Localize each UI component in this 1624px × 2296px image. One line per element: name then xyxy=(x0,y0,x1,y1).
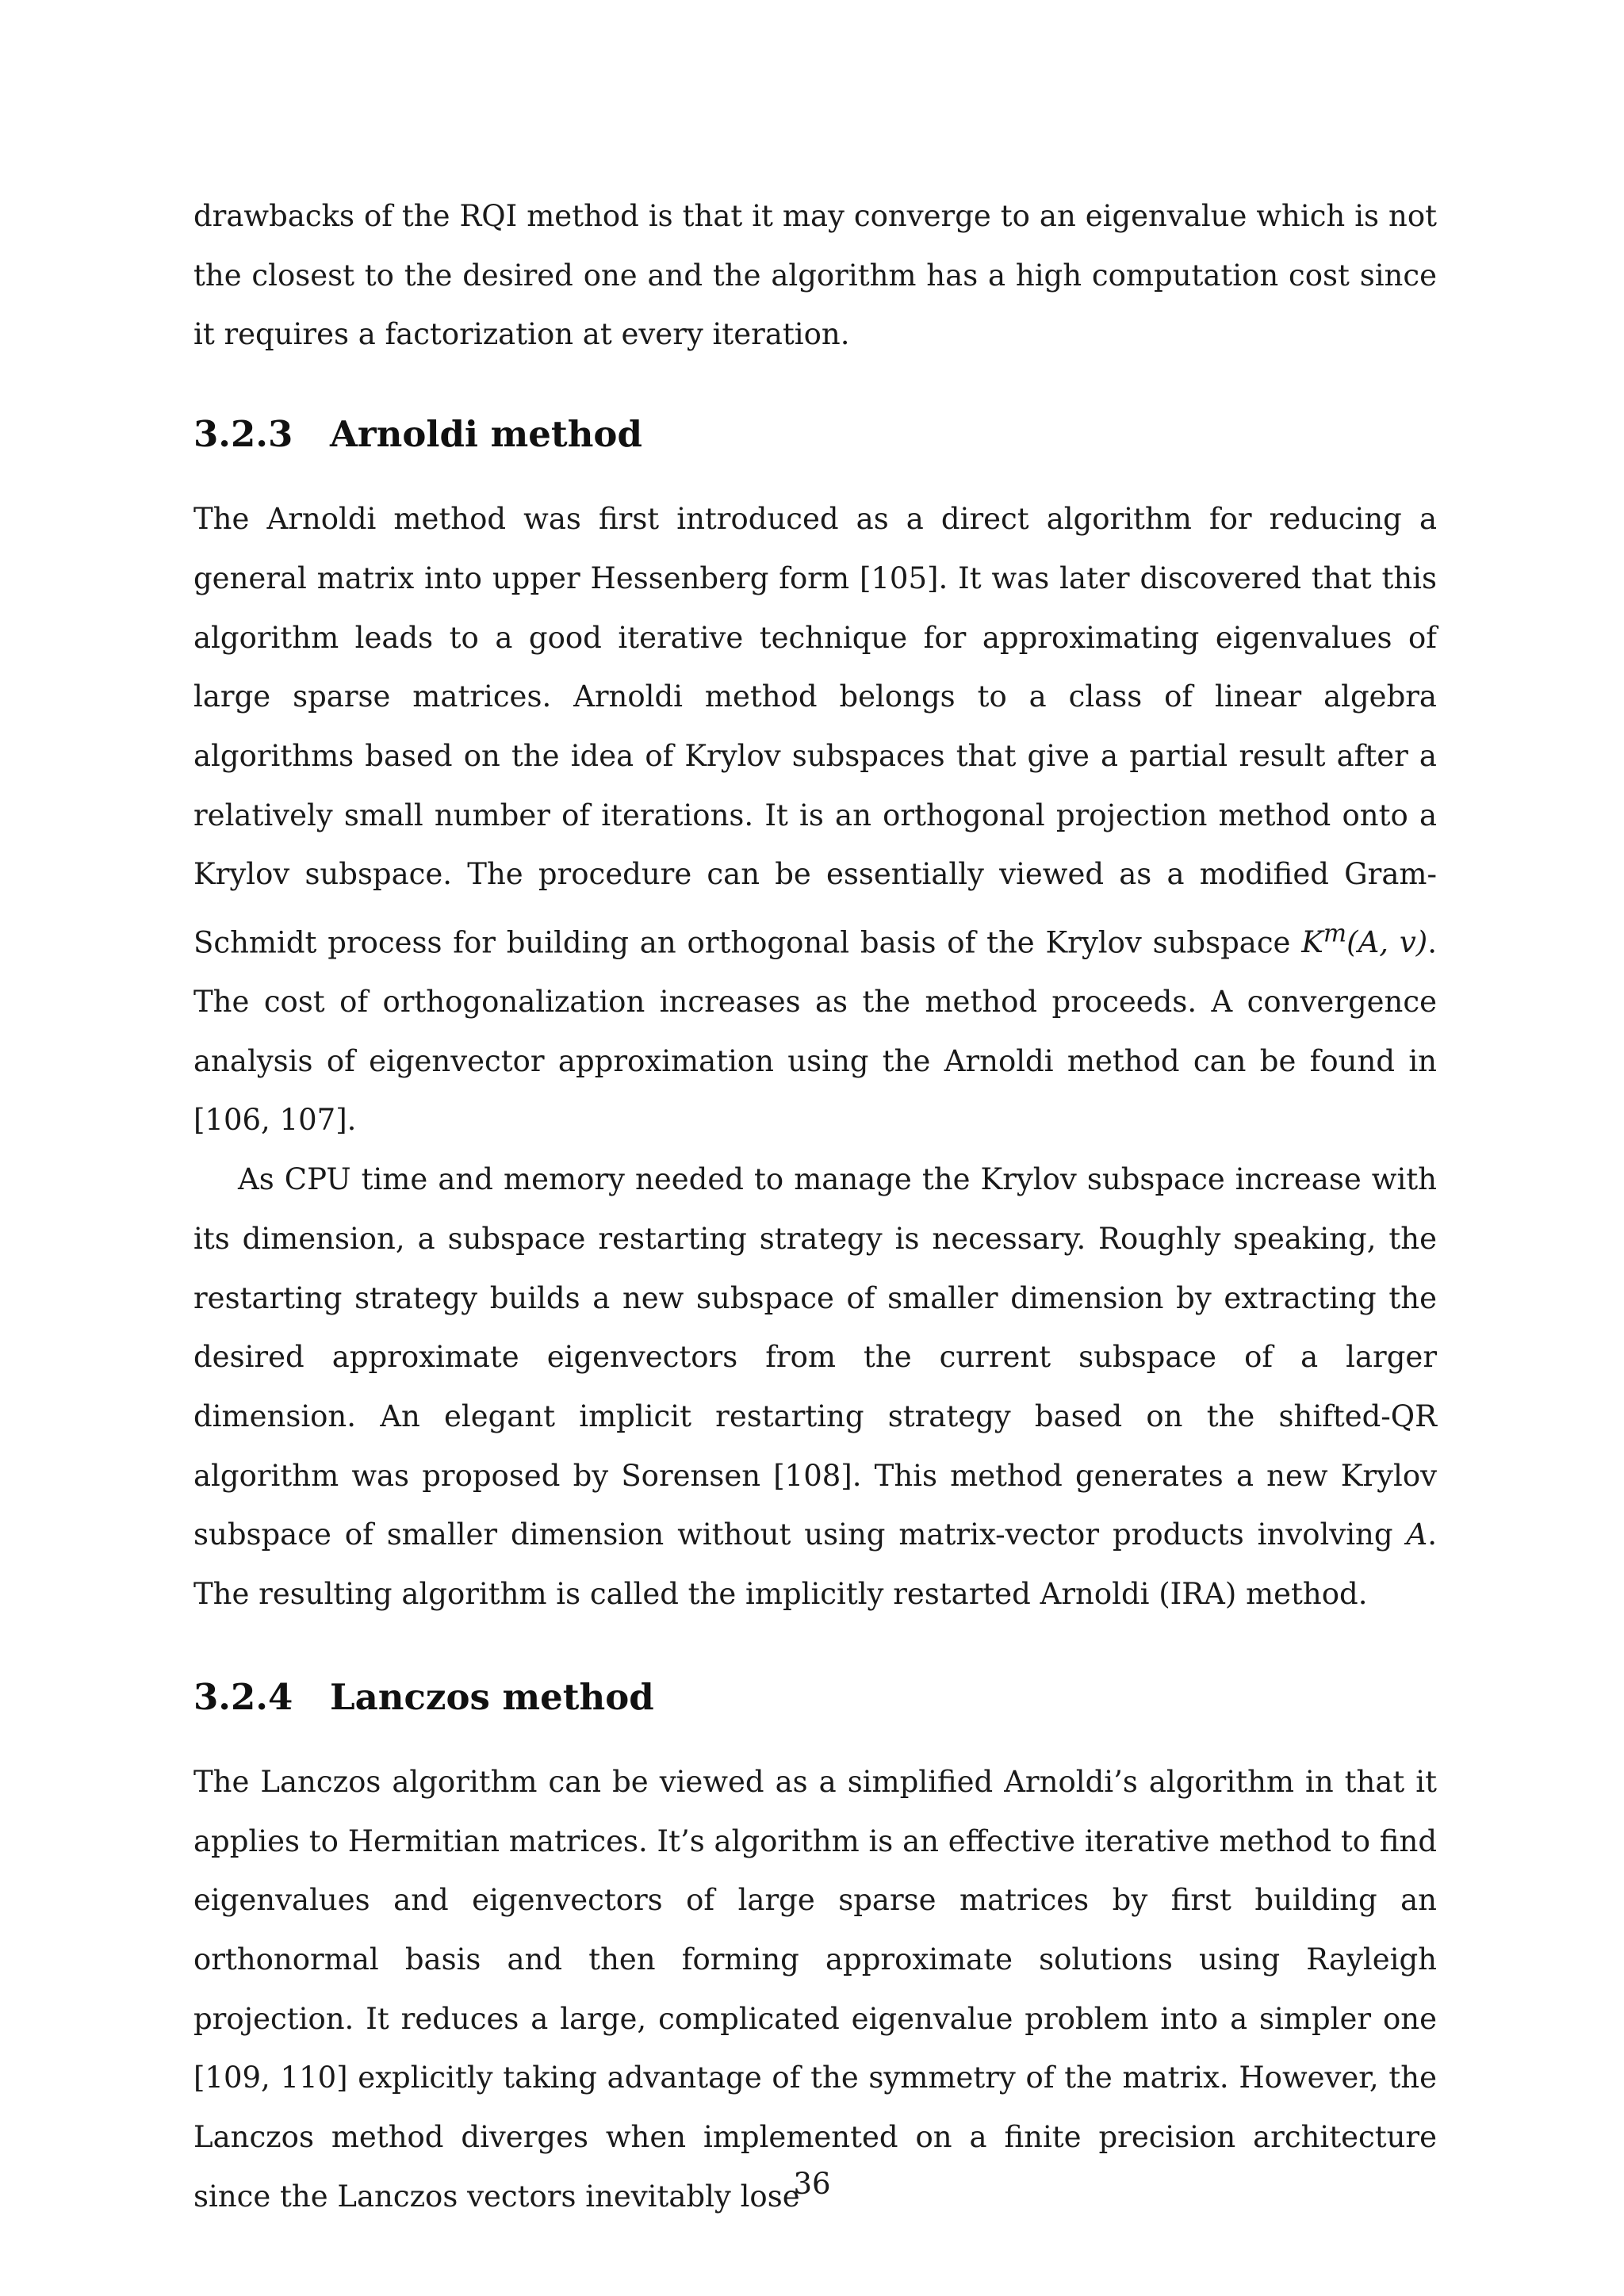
krylov-subspace-symbol: $K^m(A$, v) xyxy=(1301,920,1428,960)
matrix-symbol: A xyxy=(1406,1517,1428,1552)
arnoldi-paragraph-2 xyxy=(193,1150,1437,1624)
paragraph-text: . The resulting algorithm is called the implicitly restarted Arnoldi (IRA) method. xyxy=(193,1517,1437,1612)
paragraph-text: The Arnoldi method was first introduced as a direct algorithm for reducing a general matrix into upper Hessenberg form [105]. It was later discovered that this algorithm leads to a good iterative technique for approximating eigenvalues of large sparse matrices. Arnoldi method belongs to a class of linear algebra algorithms based on the idea of Krylov subspaces that give a partial result after a relatively small number of iterations. It is an orthogonal projection method onto a Krylov subspace. The procedure can be essentially viewed as a modified Gram-Schmidt process for building an orthogonal basis of the Krylov subspace xyxy=(193,502,1437,960)
paragraph-text: . The cost of orthogonalization increases as the method proceeds. A convergence analysis of eigenvector approximation using the Arnoldi method can be found in [106, 107]. xyxy=(193,925,1437,1138)
page-number: 36 xyxy=(793,2167,831,2201)
section-title: Arnoldi method xyxy=(330,413,642,456)
paragraph-text: As CPU time and memory needed to manage the Krylov subspace increase with its dimension, a subspace restarting strategy is necessary. Roughly speaking, the restarting strategy builds a new subspace of smaller dimension by extracting the desired approximate eigenvectors from the current subspace of a larger dimension. An elegant implicit restarting strategy based on the shifted-QR algorithm was proposed by Sorensen [108]. This method generates a new Krylov subspace of smaller dimension without using matrix-vector products involving xyxy=(193,1162,1437,1552)
section-heading-arnoldi xyxy=(193,411,1437,458)
section-number: 3.2.4 xyxy=(193,1675,293,1718)
section-title: Lanczos method xyxy=(330,1675,654,1718)
section-heading-lanczos xyxy=(193,1674,1437,1721)
intro-paragraph: drawbacks of the RQI method is that it may converge to an eigenvalue which is not the closest to the desired one and the algorithm has a high computation cost since it requires a factorization at every iteration. xyxy=(193,199,1437,352)
page-body xyxy=(193,187,1437,2226)
section-number: 3.2.3 xyxy=(193,413,293,456)
lanczos-paragraph-1: The Lanczos algorithm can be viewed as a simplified Arnoldi’s algorithm in that it applies to Hermitian matrices. It’s algorithm is an effective iterative method to find eigenvalues and eigenvectors of large sparse matrices by first building an orthonormal basis and then forming approximate solutions using Rayleigh projection. It reduces a large, complicated eigenvalue problem into a simpler one [109, 110] explicitly taking advantage of the symmetry of the matrix. However, the Lanczos method diverges when implemented on a finite precision architecture since the Lanczos vectors inevitably lose xyxy=(193,1764,1437,2214)
arnoldi-paragraph-1 xyxy=(193,490,1437,1150)
